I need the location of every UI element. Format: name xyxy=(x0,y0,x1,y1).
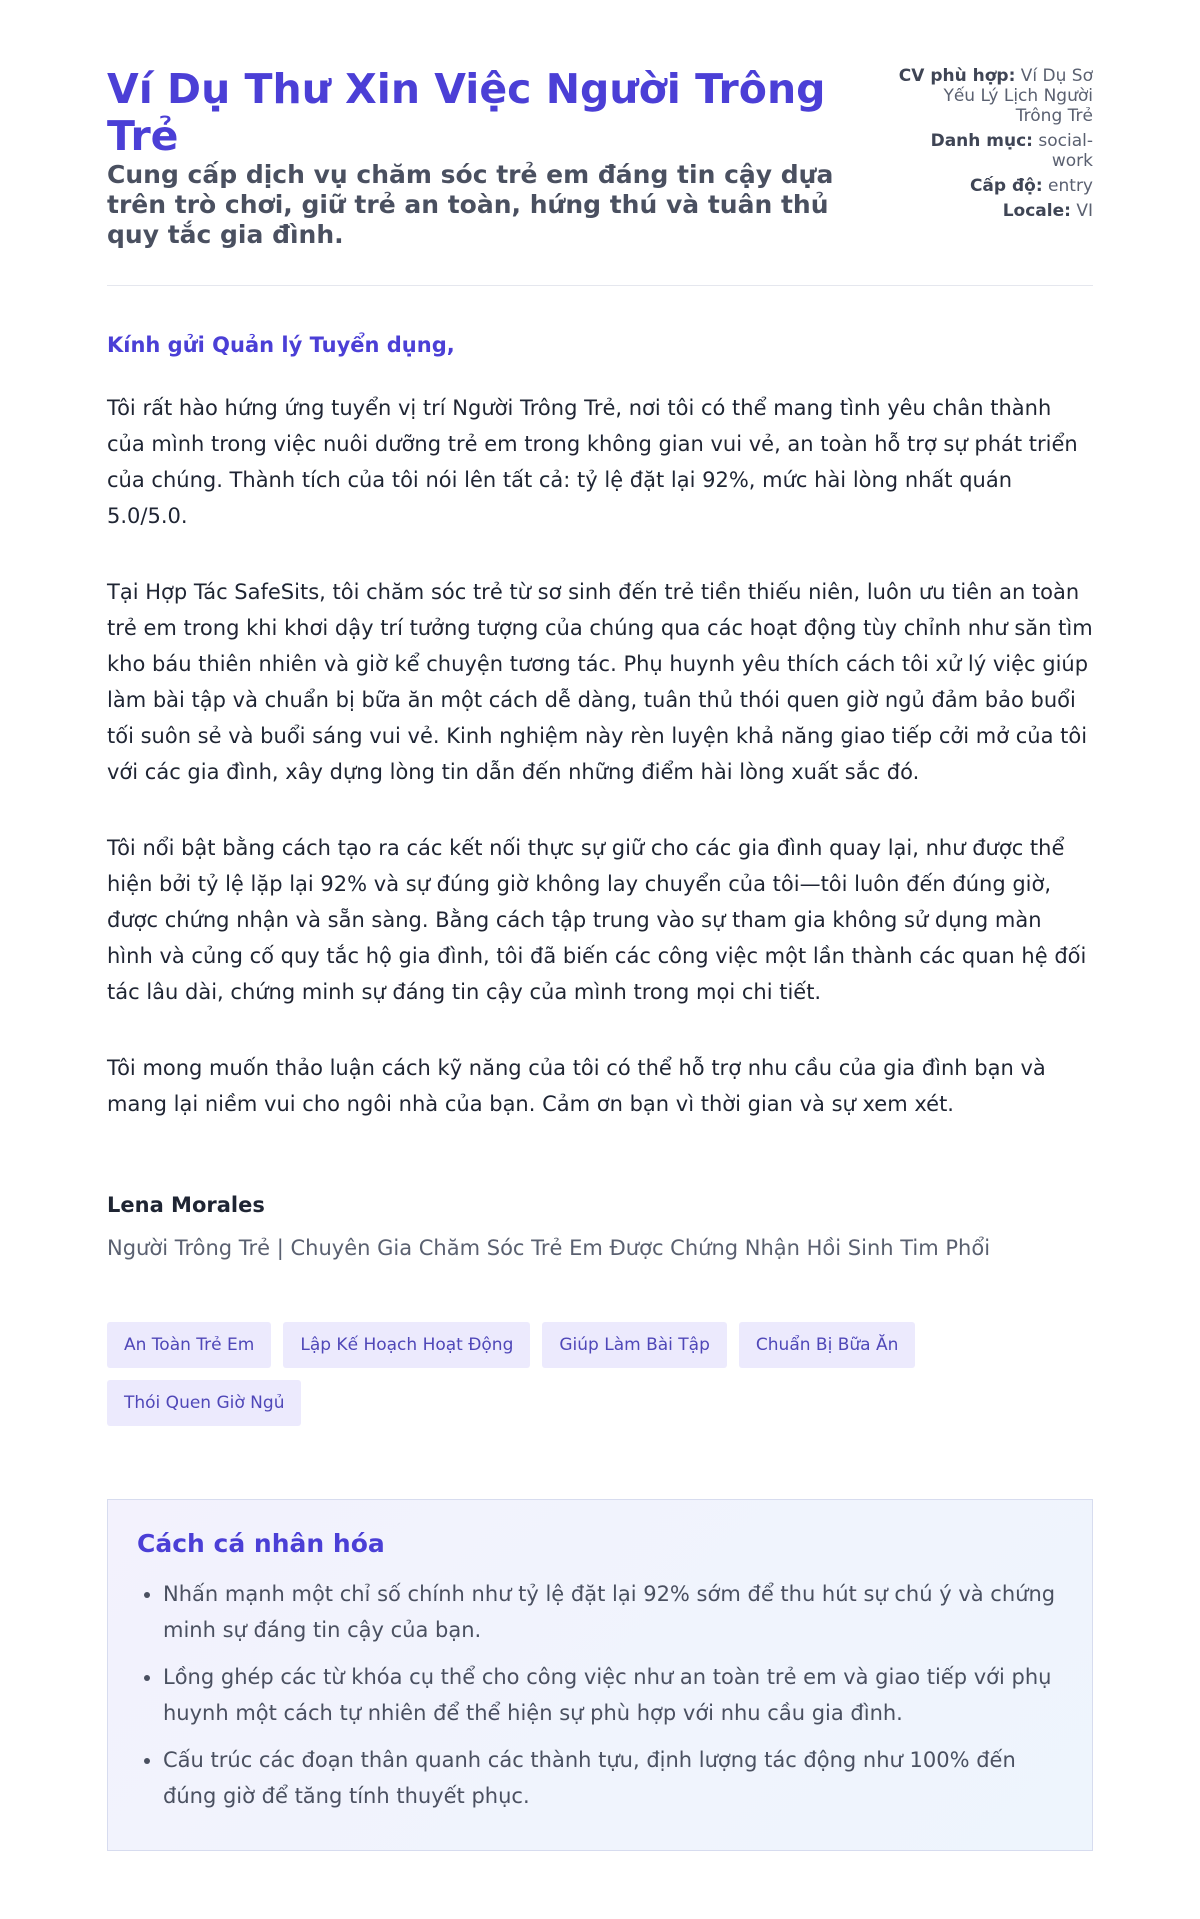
personalization-tips-box xyxy=(107,1499,1093,1851)
tips-title: Cách cá nhân hóa xyxy=(137,1529,385,1558)
meta-label: Cấp độ: xyxy=(969,176,1043,196)
signature-title: Người Trông Trẻ | Chuyên Gia Chăm Sóc Trẻ Em Được Chứng Nhận Hồi Sinh Tim Phổi xyxy=(107,1236,991,1260)
meta-value: Ví Dụ Sơ Yếu Lý Lịch Người Trông Trẻ xyxy=(943,66,1093,126)
tips-list xyxy=(137,1576,1063,1814)
letter-paragraph: Tôi rất hào hứng ứng tuyển vị trí Người Trông Trẻ, nơi tôi có thể mang tình yêu chân thành của mình trong việc nuôi dưỡng trẻ em trong không gian vui vẻ, an toàn hỗ trợ sự phát triển của chúng. Thành tích của tôi nói lên tất cả: tỷ lệ đặt lại 92%, mức hài lòng nhất quán 5.0/5.0. xyxy=(107,396,1078,528)
meta-matching-cv xyxy=(893,66,1093,126)
letter-body xyxy=(107,390,1093,1162)
meta-category xyxy=(893,131,1093,171)
skill-tag: Thói Quen Giờ Ngủ xyxy=(107,1380,301,1426)
meta-label: Locale: xyxy=(1002,201,1071,221)
meta-level xyxy=(893,176,1093,196)
page-subtitle: Cung cấp dịch vụ chăm sóc trẻ em đáng tin cậy dựa trên trò chơi, giữ trẻ an toàn, hứng thú và tuân thủ quy tắc gia đình. xyxy=(107,160,834,249)
meta-value: social-work xyxy=(1038,131,1093,171)
letter-salutation: Kính gửi Quản lý Tuyển dụng, xyxy=(107,333,455,357)
tip-item: • Lồng ghép các từ khóa cụ thể cho công việc như an toàn trẻ em và giao tiếp với phụ huynh một cách tự nhiên để thể hiện sự phù hợp với nhu cầu gia đình. xyxy=(163,1659,1063,1731)
skill-tags xyxy=(107,1322,1093,1438)
skill-tag: Lập Kế Hoạch Hoạt Động xyxy=(283,1322,530,1368)
meta-value: entry xyxy=(1048,176,1093,196)
skill-tag: Chuẩn Bị Bữa Ăn xyxy=(739,1322,915,1368)
tip-item: • Cấu trúc các đoạn thân quanh các thành tựu, định lượng tác động như 100% đến đúng giờ để tăng tính thuyết phục. xyxy=(163,1742,1063,1814)
meta-label: Danh mục: xyxy=(930,131,1033,151)
meta-label: CV phù hợp: xyxy=(898,66,1016,86)
letter-paragraph: Tôi nổi bật bằng cách tạo ra các kết nối thực sự giữ cho các gia đình quay lại, như được thể hiện bởi tỷ lệ lặp lại 92% và sự đúng giờ không lay chuyển của tôi—tôi luôn đến đúng giờ, được chứng nhận và sẵn sàng. Bằng cách tập trung vào sự tham gia không sử dụng màn hình và củng cố quy tắc hộ gia đình, tôi đã biến các công việc một lần thành các quan hệ đối tác lâu dài, chứng minh sự đáng tin cậy của mình trong mọi chi tiết. xyxy=(107,836,1087,1004)
letter-paragraph: Tôi mong muốn thảo luận cách kỹ năng của tôi có thể hỗ trợ nhu cầu của gia đình bạn và mang lại niềm vui cho ngôi nhà của bạn. Cảm ơn bạn vì thời gian và sự xem xét. xyxy=(107,1056,1046,1116)
document-header xyxy=(107,0,1093,286)
meta-locale xyxy=(893,201,1093,221)
tip-item: • Nhấn mạnh một chỉ số chính như tỷ lệ đặt lại 92% sớm để thu hút sự chú ý và chứng minh sự đáng tin cậy của bạn. xyxy=(163,1576,1063,1648)
letter-paragraph: Tại Hợp Tác SafeSits, tôi chăm sóc trẻ từ sơ sinh đến trẻ tiền thiếu niên, luôn ưu tiên an toàn trẻ em trong khi khơi dậy trí tưởng tượng của chúng qua các hoạt động tùy chỉnh như săn tìm kho báu thiên nhiên và giờ kể chuyện tương tác. Phụ huynh yêu thích cách tôi xử lý việc giúp làm bài tập và chuẩn bị bữa ăn một cách dễ dàng, tuân thủ thói quen giờ ngủ đảm bảo buổi tối suôn sẻ và buổi sáng vui vẻ. Kinh nghiệm này rèn luyện khả năng giao tiếp cởi mở của tôi với các gia đình, xây dựng lòng tin dẫn đến những điểm hài lòng xuất sắc đó. xyxy=(107,580,1093,784)
signature-name: Lena Morales xyxy=(107,1193,265,1217)
page-title: Ví Dụ Thư Xin Việc Người Trông Trẻ xyxy=(107,65,826,160)
skill-tag: Giúp Làm Bài Tập xyxy=(542,1322,727,1368)
metadata-panel xyxy=(893,66,1093,226)
skill-tag: An Toàn Trẻ Em xyxy=(107,1322,271,1368)
meta-value: VI xyxy=(1076,201,1093,221)
